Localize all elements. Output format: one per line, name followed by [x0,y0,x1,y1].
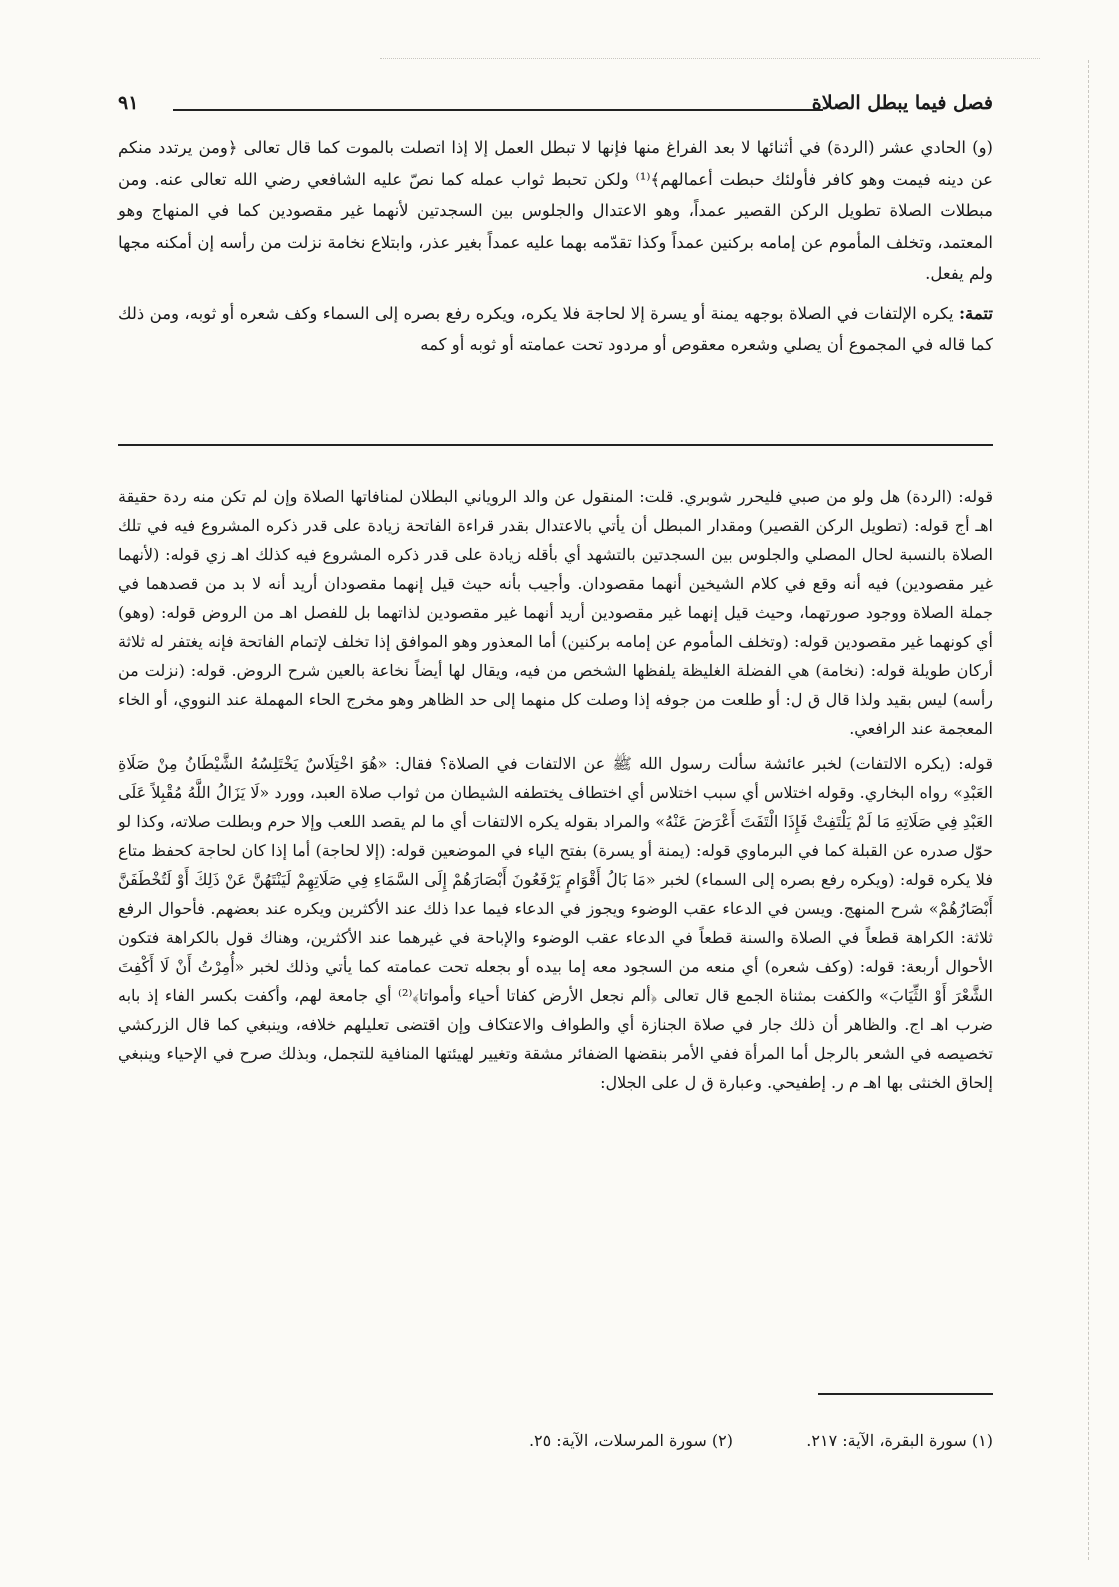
tatimma-text: يكره الإلتفات في الصلاة بوجهه يمنة أو يسرة إلا لحاجة فلا يكره، ويكره رفع بصره إلى السماء وكف شعره أو ثوبه، ومن ذلك كما قاله في المجموع أن يصلي وشعره معقوص أو مردود تحت عمامته أو ثوبه أو كمه [118,303,993,354]
chapter-title: فصل فيما يبطل الصلاة [811,92,993,114]
commentary-text [118,482,993,1097]
main-paragraph-1: (و) الحادي عشر (الردة) في أثنائها لا بعد الفراغ منها فإنها لا تبطل العمل إلا إذا اتصلت بالموت كما قال تعالى ﴿ومن يرتدد منكم عن دينه فيمت وهو كافر فأولئك حبطت أعمالهم﴾⁽¹⁾ ولكن تحبط ثواب عمله كما نصّ عليه الشافعي رضي الله تعالى عنه. ومن مبطلات الصلاة تطويل الركن القصير عمداً، وهو الاعتدال والجلوس بين السجدتين لأنهما غير مقصودين كما في المنهاج وهو المعتمد، وتخلف المأموم عن إمامه بركنين عمداً وكذا تقدّمه بهما عليه عمداً بغير عذر، وابتلاع نخامة نزلت من رأسه إن أمكنه مجها ولم يفعل. [118,138,993,283]
footnote-divider [818,1393,993,1395]
scan-edge-right [1088,60,1119,1560]
header-rule [173,109,823,111]
commentary-paragraph-1: قوله: (الردة) هل ولو من صبي فليحرر شوبري. قلت: المنقول عن والد الروياني البطلان لمنافاتها الصلاة وإن لم تكن منه ردة حقيقة اهـ أج قوله: (تطويل الركن القصير) ومقدار المبطل أن يأتي بالاعتدال بقدر قراءة الفاتحة زيادة على قدر ذكره المشروع فيه في تلك الصلاة بالنسبة لحال المصلي والجلوس بين السجدتين بالتشهد أي بأقله زيادة على قدر ذكره المشروع فيه كذلك اهـ زي قوله: (لأنهما غير مقصودين) فيه أنه وقع في كلام الشيخين أنهما مقصودان. وأجيب بأنه حيث قيل إنهما مقصودان أريد أنه لا بد من قصدهما في جملة الصلاة ووجود صورتهما، وحيث قيل إنهما غير مقصودين أريد أنهما غير مقصودين لذاتهما بل للفصل اهـ من الروض قوله: (وهو) أي كونهما غير مقصودين قوله: (وتخلف المأموم عن إمامه بركنين) أما المعذور وهو الموافق إذا تخلف لإتمام الفاتحة فإنه يغتفر له ثلاثة أركان طويلة قوله: (نخامة) هي الفضلة الغليظة يلفظها الشخص من فيه، ويقال لها أيضاً نخاعة بالعين شرح الروض. قوله: (نزلت من رأسه) ليس بقيد ولذا قال ق ل: أو طلعت من جوفه إذا وصلت كل منهما إلى حد الظاهر وهو مخرج الحاء المهملة عند النووي، أو الخاء المعجمة عند الرافعي. [118,487,994,738]
running-header [118,92,993,122]
text-commentary-divider [118,444,993,446]
footnote-1: (١) سورة البقرة، الآية: ٢١٧. [806,1431,993,1450]
page-number: ٩١ [118,92,139,114]
main-paragraph-2 [118,298,993,361]
tatimma-label: تتمة: [958,303,994,323]
main-text [118,132,993,361]
scan-edge-top [380,52,1040,59]
commentary-paragraph-2: قوله: (يكره الالتفات) لخبر عائشة سألت رسول الله ﷺ عن الالتفات في الصلاة؟ فقال: «هُوَ اخْتِلَاسٌ يَخْتَلِسُهُ الشَّيْطَانُ مِنْ صَلَاةِ العَبْدِ» رواه البخاري. وقوله اختلاس أي سبب اختلاس أي اختطاف يختطفه الشيطان من ثواب صلاة العبد، وورد «لَا يَزَالُ اللَّهُ مُقْبِلاً عَلَى العَبْدِ فِي صَلَاتِهِ مَا لَمْ يَلْتَفِتْ فَإِذَا الْتَفَتَ أَعْرَضَ عَنْهُ» والمراد بقوله يكره الالتفات أي ما لم يقصد اللعب وإلا حرم وبطلت صلاته، وكذا لو حوّل صدره عن القبلة كما في البرماوي قوله: (يمنة أو يسرة) بفتح الياء في الموضعين قوله: (إلا لحاجة) أما إذا كان لحاجة كحفظ متاع فلا يكره قوله: (ويكره رفع بصره إلى السماء) لخبر «مَا بَالُ أَقْوَامٍ يَرْفَعُونَ أَبْصَارَهُمْ إِلَى السَّمَاءِ فِي صَلَاتِهِمْ لَيَنْتَهُنَّ عَنْ ذَلِكَ أَوْ لَتُخْطَفَنَّ أَبْصَارُهُمْ» شرح المنهج. ويسن في الدعاء عقب الوضوء ويجوز في الدعاء فيما عدا ذلك عند الأكثرين ويكره عند بعضهم. فأحوال الرفع ثلاثة: الكراهة قطعاً في الصلاة والسنة قطعاً في الدعاء عقب الوضوء والإباحة في غيرهما عند الأكثرين، وهناك قول بالكراهة فتكون الأحوال أربعة: قوله: (وكف شعره) أي منعه من السجود معه إما بيده أو بجعله تحت عمامته كما يأتي وذلك لخبر «أُمِرْتُ أَنْ لَا أَكْفِتَ الشَّعْرَ أَوْ الثِّيَابَ» والكفت بمثناة الجمع قال تعالى ﴿ألم نجعل الأرض كفاتا أحياء وأمواتا﴾⁽²⁾ أي جامعة لهم، وأكفت بكسر الفاء إذ بابه ضرب اهـ اج. والظاهر أن ذلك جار في صلاة الجنازة أي والطواف والاعتكاف وإن اقتضى تعليلهم خلافه، وينبغي كما قال الزركشي تخصيصه في الشعر بالرجل أما المرأة ففي الأمر بنقضها الضفائر مشقة وتغيير لهيئتها المنافية للتجمل، وبذلك صرح في الإحياء وينبغي إلحاق الخنثى بها اهـ م ر. إطفيحي. وعبارة ق ل على الجلال: [118,754,994,1092]
footnote-2: (٢) سورة المرسلات، الآية: ٢٥. [528,1431,733,1450]
